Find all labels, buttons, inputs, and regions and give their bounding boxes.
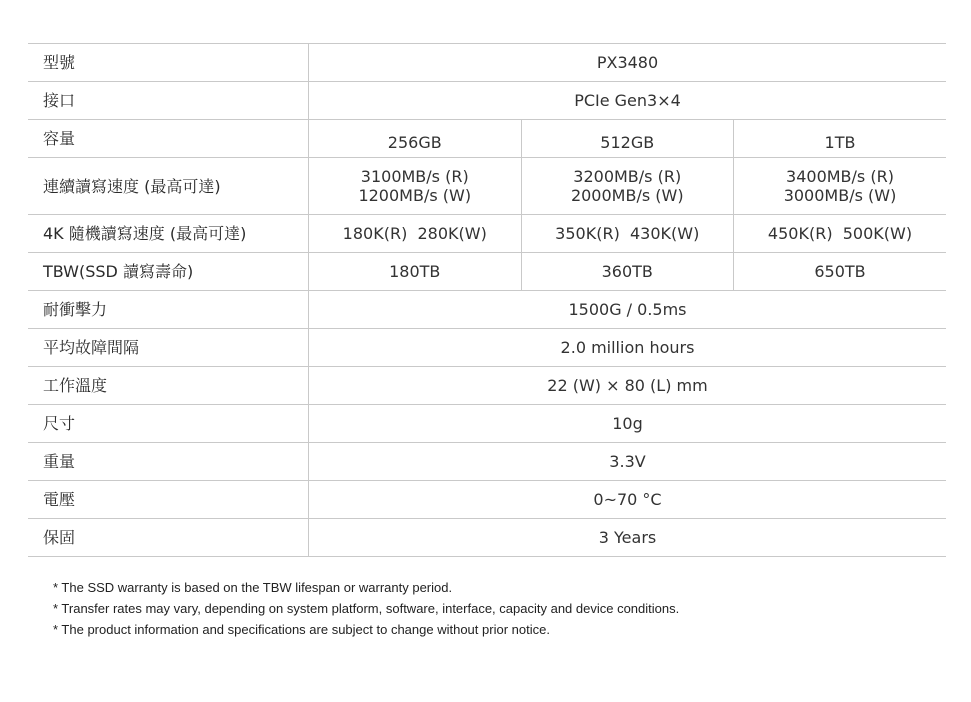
spec-label: 電壓 [28, 481, 309, 519]
capacity-256gb: 256GB [309, 120, 522, 158]
footnote: * The SSD warranty is based on the TBW lifespan or warranty period. [53, 580, 453, 595]
spec-row-warranty [28, 519, 946, 557]
seq-rw-512gb [521, 158, 734, 215]
spec-row-temperature [28, 367, 946, 405]
tbw-256gb: 180TB [309, 253, 522, 291]
spec-value: 1500G / 0.5ms [309, 291, 947, 329]
seq-read-value: 3100MB/s (R) [360, 167, 469, 186]
spec-row-mtbf [28, 329, 946, 367]
seq-rw-256gb [309, 158, 522, 215]
spec-table [28, 43, 946, 557]
spec-label: 接口 [28, 82, 309, 120]
spec-value: 2.0 million hours [309, 329, 947, 367]
spec-value: 10g [309, 405, 947, 443]
spec-label: 容量 [28, 120, 309, 158]
spec-label: 型號 [28, 44, 309, 82]
seq-write-value: 1200MB/s (W) [358, 186, 472, 205]
spec-row-dimensions [28, 405, 946, 443]
spec-row-shock [28, 291, 946, 329]
spec-label: 重量 [28, 443, 309, 481]
spec-label: TBW(SSD 讀寫壽命) [28, 253, 309, 291]
seq-read-value: 3200MB/s (R) [573, 167, 682, 186]
spec-row-tbw [28, 253, 946, 291]
spec-value: 3.3V [309, 443, 947, 481]
seq-rw-1tb [734, 158, 947, 215]
spec-value: 22 (W) × 80 (L) mm [309, 367, 947, 405]
spec-row-capacity [28, 120, 946, 158]
tbw-512gb: 360TB [521, 253, 734, 291]
spec-value: 0~70 °C [309, 481, 947, 519]
spec-value: PCIe Gen3×4 [309, 82, 947, 120]
random-rw-1tb: 450K(R) 500K(W) [734, 215, 947, 253]
spec-label: 4K 隨機讀寫速度 (最高可達) [28, 215, 309, 253]
spec-row-voltage [28, 481, 946, 519]
random-rw-512gb: 350K(R) 430K(W) [521, 215, 734, 253]
spec-label: 連續讀寫速度 (最高可達) [28, 158, 309, 215]
spec-label: 平均故障間隔 [28, 329, 309, 367]
spec-row-weight [28, 443, 946, 481]
seq-write-value: 2000MB/s (W) [570, 186, 684, 205]
footnote: * Transfer rates may vary, depending on system platform, software, interface, capacity and device conditions. [53, 601, 680, 616]
footnotes [53, 577, 679, 640]
spec-row-seq-rw [28, 158, 946, 215]
capacity-512gb: 512GB [521, 120, 734, 158]
spec-value: PX3480 [309, 44, 947, 82]
spec-label: 工作溫度 [28, 367, 309, 405]
spec-value: 3 Years [309, 519, 947, 557]
tbw-1tb: 650TB [734, 253, 947, 291]
seq-write-value: 3000MB/s (W) [783, 186, 897, 205]
seq-read-value: 3400MB/s (R) [786, 167, 894, 186]
spec-label: 尺寸 [28, 405, 309, 443]
spec-label: 保固 [28, 519, 309, 557]
capacity-1tb: 1TB [734, 120, 947, 158]
spec-row-random-rw [28, 215, 946, 253]
random-rw-256gb: 180K(R) 280K(W) [309, 215, 522, 253]
spec-label: 耐衝擊力 [28, 291, 309, 329]
footnote: * The product information and specifications are subject to change without prior notice. [53, 622, 550, 637]
spec-row-model [28, 44, 946, 82]
spec-row-interface [28, 82, 946, 120]
